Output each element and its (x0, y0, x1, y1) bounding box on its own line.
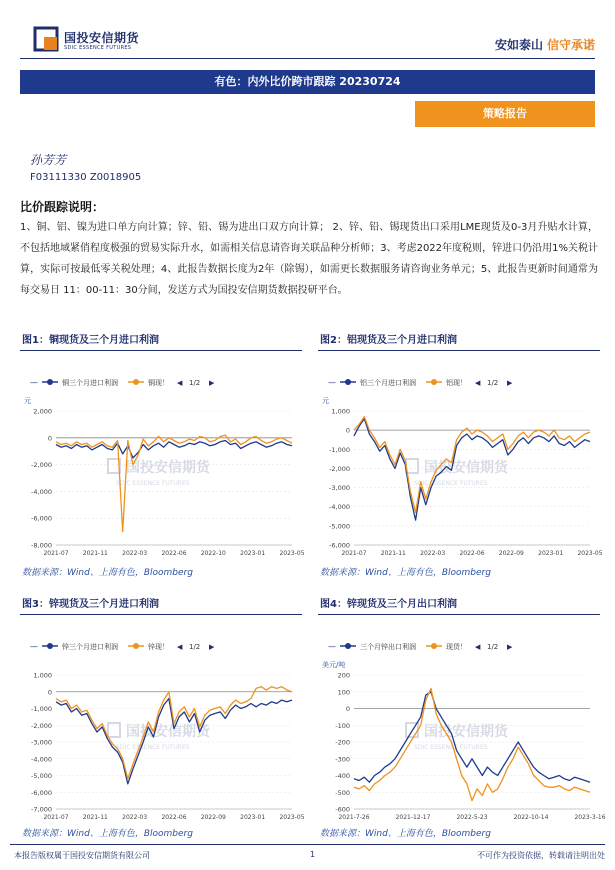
watermark-text-cn: 国投安信期货 (126, 460, 210, 476)
y-tick-label: -2,000 (31, 461, 52, 470)
y-tick-label: -200 (335, 738, 350, 747)
y-tick-label: 100 (337, 688, 350, 697)
legend-prev-page-icon: ◀ (177, 379, 183, 387)
footer-copyright: 本报告版权属于国投安信期货有限公司 (14, 851, 150, 860)
x-tick-label: 2023-05 (279, 814, 305, 821)
x-tick-label: 2023-01 (240, 814, 266, 821)
figure-title: 图4：锌现货及三个月出口利润 (318, 597, 600, 615)
y-tick-label: -100 (335, 721, 350, 730)
legend-swatch-marker (345, 379, 351, 385)
y-tick-label: -4,000 (31, 487, 52, 496)
watermark-text-en: SDIC ESSENCE FUTURES (116, 744, 190, 751)
legend-next-page-icon: ▶ (507, 379, 513, 387)
x-tick-label: 2021-12-17 (395, 814, 431, 821)
x-tick-label: 2021-7-26 (338, 814, 370, 821)
legend-prev-page-icon: ◀ (177, 643, 183, 651)
x-tick-label: 2021-07 (43, 550, 69, 557)
legend-entry: 铝三个月进口利润 (360, 379, 416, 387)
legend-swatch-marker (47, 379, 53, 385)
legend-next-page-icon: ▶ (209, 379, 215, 387)
logo-text-en: SDIC ESSENCE FUTURES (64, 45, 132, 51)
y-tick-label: -600 (335, 805, 350, 814)
legend-prev-icon: — (30, 642, 38, 651)
y-tick-label: -500 (335, 788, 350, 797)
legend-prev-icon: — (30, 378, 38, 387)
author-license-ids: F03111330 Z0018905 (30, 172, 142, 183)
logo-mark-icon (34, 27, 58, 51)
y-tick-label: -7,000 (31, 805, 52, 814)
watermark-text-cn: 国投安信期货 (424, 460, 508, 476)
watermark-text-en: SDIC ESSENCE FUTURES (116, 480, 190, 487)
x-tick-label: 2022-10-14 (513, 814, 549, 821)
x-tick-label: 2021-07 (43, 814, 69, 821)
report-type-tag: 策略报告 (415, 101, 595, 127)
series-line-1 (56, 699, 292, 784)
y-tick-label: -300 (335, 755, 350, 764)
slogan-part-a: 安如泰山 (494, 38, 543, 52)
y-tick-label: -1,000 (329, 445, 350, 454)
author-name: 孙芳芳 (30, 153, 67, 167)
watermark-logo-icon (406, 459, 418, 473)
x-tick-label: 2022-06 (161, 550, 187, 557)
legend-pager: 1/2 (189, 643, 201, 651)
legend-swatch-marker (133, 643, 139, 649)
chart-legend (30, 642, 215, 651)
x-tick-label: 2021-11 (82, 550, 108, 557)
watermark (108, 459, 211, 487)
watermark (406, 723, 509, 751)
chart-legend (328, 378, 513, 387)
watermark-text-cn: 国投安信期货 (424, 724, 508, 740)
x-tick-label: 2021-11 (380, 550, 406, 557)
y-tick-label: -6,000 (329, 541, 350, 550)
figure-1-chart (20, 359, 305, 559)
chart-legend (328, 642, 513, 651)
y-tick-label: 1,000 (33, 671, 52, 680)
y-tick-label: 0 (47, 434, 52, 443)
y-tick-label: -8,000 (31, 541, 52, 550)
series-line-1 (56, 441, 292, 458)
description-heading: 比价跟踪说明： (20, 200, 105, 214)
legend-swatch-marker (431, 379, 437, 385)
legend-prev-icon: — (328, 378, 336, 387)
legend-pager: 1/2 (189, 379, 201, 387)
legend-entry: 铜三个月进口利润 (62, 379, 118, 387)
y-tick-label: 2,000 (33, 407, 52, 416)
legend-swatch-marker (133, 379, 139, 385)
x-tick-label: 2022-03 (122, 814, 148, 821)
legend-next-page-icon: ▶ (209, 643, 215, 651)
x-tick-label: 2022-03 (420, 550, 446, 557)
legend-next-page-icon: ▶ (507, 643, 513, 651)
x-tick-label: 2022-5-23 (456, 814, 488, 821)
x-tick-label: 2023-3-16 (574, 814, 606, 821)
x-tick-label: 2022-09 (498, 550, 524, 557)
logo-text-cn: 国投安信期货 (64, 31, 140, 45)
x-tick-label: 2021-07 (341, 550, 367, 557)
y-tick-label: 200 (337, 671, 350, 680)
figure-3-chart (20, 623, 305, 823)
legend-swatch-marker (47, 643, 53, 649)
chart-legend (30, 378, 215, 387)
header-divider (20, 58, 595, 59)
figure-title: 图3：锌现货及三个月进口利润 (20, 597, 302, 615)
legend-entry: 铜现！ (148, 379, 169, 387)
legend-prev-page-icon: ◀ (475, 643, 481, 651)
legend-entry: 锌三个月进口利润 (62, 643, 118, 651)
x-tick-label: 2023-05 (577, 550, 603, 557)
y-tick-label: -2,000 (329, 464, 350, 473)
figure-title: 图1：铜现货及三个月进口利润 (20, 333, 302, 351)
y-tick-label: -2,000 (31, 721, 52, 730)
watermark-text-en: SDIC ESSENCE FUTURES (414, 744, 488, 751)
slogan (495, 36, 595, 53)
axis-unit-label: 元 (24, 397, 31, 405)
y-tick-label: -4,000 (31, 755, 52, 764)
figure-4-chart (318, 623, 606, 823)
y-tick-label: 0 (345, 426, 350, 435)
slogan-part-b: 信守承诺 (546, 38, 595, 52)
watermark-text-en: SDIC ESSENCE FUTURES (414, 480, 488, 487)
y-tick-label: -3,000 (329, 484, 350, 493)
company-logo (34, 24, 174, 56)
legend-entry: 三个月锌出口利润 (360, 643, 416, 651)
x-tick-label: 2022-10 (200, 550, 226, 557)
y-tick-label: -1,000 (31, 705, 52, 713)
figure-source: 数据来源：Wind、上海有色，Bloomberg (320, 829, 491, 839)
y-tick-label: -400 (335, 772, 350, 780)
legend-pager: 1/2 (487, 379, 499, 387)
legend-swatch-marker (345, 643, 351, 649)
figure-source: 数据来源：Wind、上海有色，Bloomberg (320, 568, 491, 578)
legend-pager: 1/2 (487, 643, 499, 651)
legend-swatch-marker (431, 643, 437, 649)
footer-divider (10, 844, 605, 845)
y-tick-label: 1,000 (331, 407, 350, 416)
description-body: 1、铜、铝、镍为进口单方向计算；锌、铅、锡为进出口双方向计算； 2、锌、铅、锡现货出口采用LME现货及0-3月升贴水计算，不包括地域紧俏程度极强的贸易实际升水，如需相关信息请咨询关联品种分析师；3、考虑2022年度税则，锌进口仍沿用1%关税计算，实际可按最低零关税处理；4、此报告数据长度为2年（除锡），如需更长数据服务请咨询业务单元；5、此报告更新时间通常为每交易日 11：00-11：30分间，发送方式为国投安信期货数据投研平台。 (20, 222, 598, 296)
watermark (108, 723, 211, 751)
figure-source: 数据来源：Wind、上海有色，Bloomberg (22, 568, 193, 578)
watermark-text-cn: 国投安信期货 (126, 724, 210, 740)
x-tick-label: 2022-06 (459, 550, 485, 557)
x-tick-label: 2023-05 (279, 550, 305, 557)
y-tick-label: -5,000 (329, 522, 350, 531)
axis-unit-label: 美元/吨 (322, 661, 346, 669)
page-number: 1 (310, 850, 316, 859)
x-tick-label: 2022-03 (122, 550, 148, 557)
report-title: 有色：内外比价跨市跟踪 20230724 (20, 70, 595, 94)
legend-entry: 现货！ (446, 643, 467, 651)
y-tick-label: -5,000 (31, 772, 52, 780)
y-tick-label: -3,000 (31, 738, 52, 747)
footer-disclaimer: 不可作为投资依据，转载请注明出处 (477, 851, 605, 860)
y-tick-label: 0 (47, 688, 52, 697)
legend-prev-icon: — (328, 642, 336, 651)
y-tick-label: -6,000 (31, 514, 52, 523)
figure-title: 图2：铝现货及三个月进口利润 (318, 333, 600, 351)
x-tick-label: 2023-01 (538, 550, 564, 557)
x-tick-label: 2023-01 (240, 550, 266, 557)
x-tick-label: 2022-06 (161, 814, 187, 821)
figure-source: 数据来源：Wind、上海有色，Bloomberg (22, 829, 193, 839)
axis-unit-label: 元 (322, 397, 329, 405)
y-tick-label: -4,000 (329, 503, 350, 512)
legend-entry: 铝现！ (446, 379, 467, 387)
x-tick-label: 2022-09 (200, 814, 226, 821)
y-tick-label: 0 (345, 705, 350, 713)
y-tick-label: -6,000 (31, 788, 52, 797)
legend-entry: 锌现！ (148, 643, 169, 651)
legend-prev-page-icon: ◀ (475, 379, 481, 387)
figure-2-chart (318, 359, 603, 559)
x-tick-label: 2021-11 (82, 814, 108, 821)
